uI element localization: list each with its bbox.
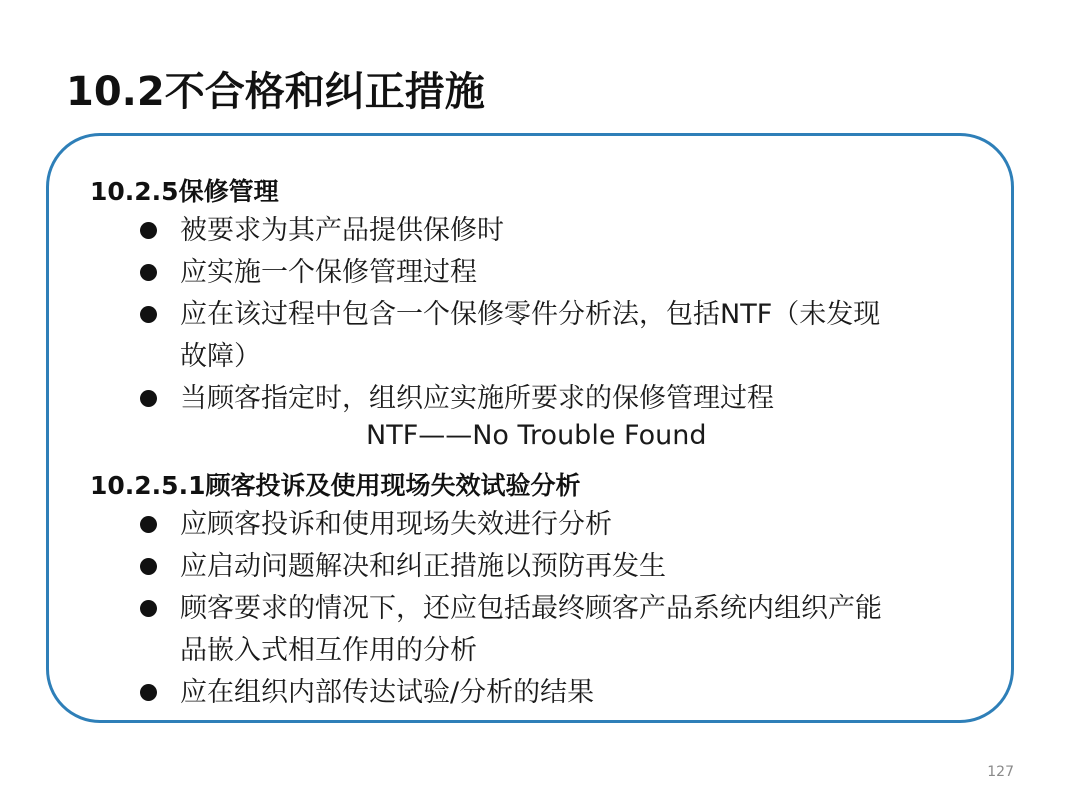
bullet-text: 应顾客投诉和使用现场失效进行分析	[180, 509, 612, 540]
bullet-text: 应在该过程中包含一个保修零件分析法，包括NTF（未发现	[180, 299, 881, 330]
bullet-text: 应在组织内部传达试验/分析的结果	[180, 677, 595, 708]
section-heading-warranty: 10.2.5保修管理	[90, 177, 279, 206]
bullet-dot-icon	[140, 306, 157, 323]
bullet-dot-icon	[140, 390, 157, 407]
bullet-dot-icon	[140, 684, 157, 701]
bullet-text: 应实施一个保修管理过程	[180, 257, 477, 288]
bullet-text: 顾客要求的情况下，还应包括最终顾客产品系统内组织产能	[180, 593, 882, 624]
bullet-dot-icon	[140, 558, 157, 575]
bullet-text: 被要求为其产品提供保修时	[180, 215, 504, 246]
bullet-text: 当顾客指定时，组织应实施所要求的保修管理过程	[180, 383, 774, 414]
section-heading-complaints: 10.2.5.1顾客投诉及使用现场失效试验分析	[90, 471, 581, 500]
bullet-text-continuation: 品嵌入式相互作用的分析	[180, 635, 477, 666]
bullet-dot-icon	[140, 264, 157, 281]
bullet-text: 应启动问题解决和纠正措施以预防再发生	[180, 551, 666, 582]
bullet-dot-icon	[140, 600, 157, 617]
page-number: 127	[987, 764, 1014, 780]
bullet-dot-icon	[140, 516, 157, 533]
ntf-note: NTF——No Trouble Found	[366, 420, 707, 451]
slide-title: 10.2不合格和纠正措施	[66, 69, 485, 115]
bullet-text-continuation: 故障）	[180, 341, 261, 372]
bullet-dot-icon	[140, 222, 157, 239]
